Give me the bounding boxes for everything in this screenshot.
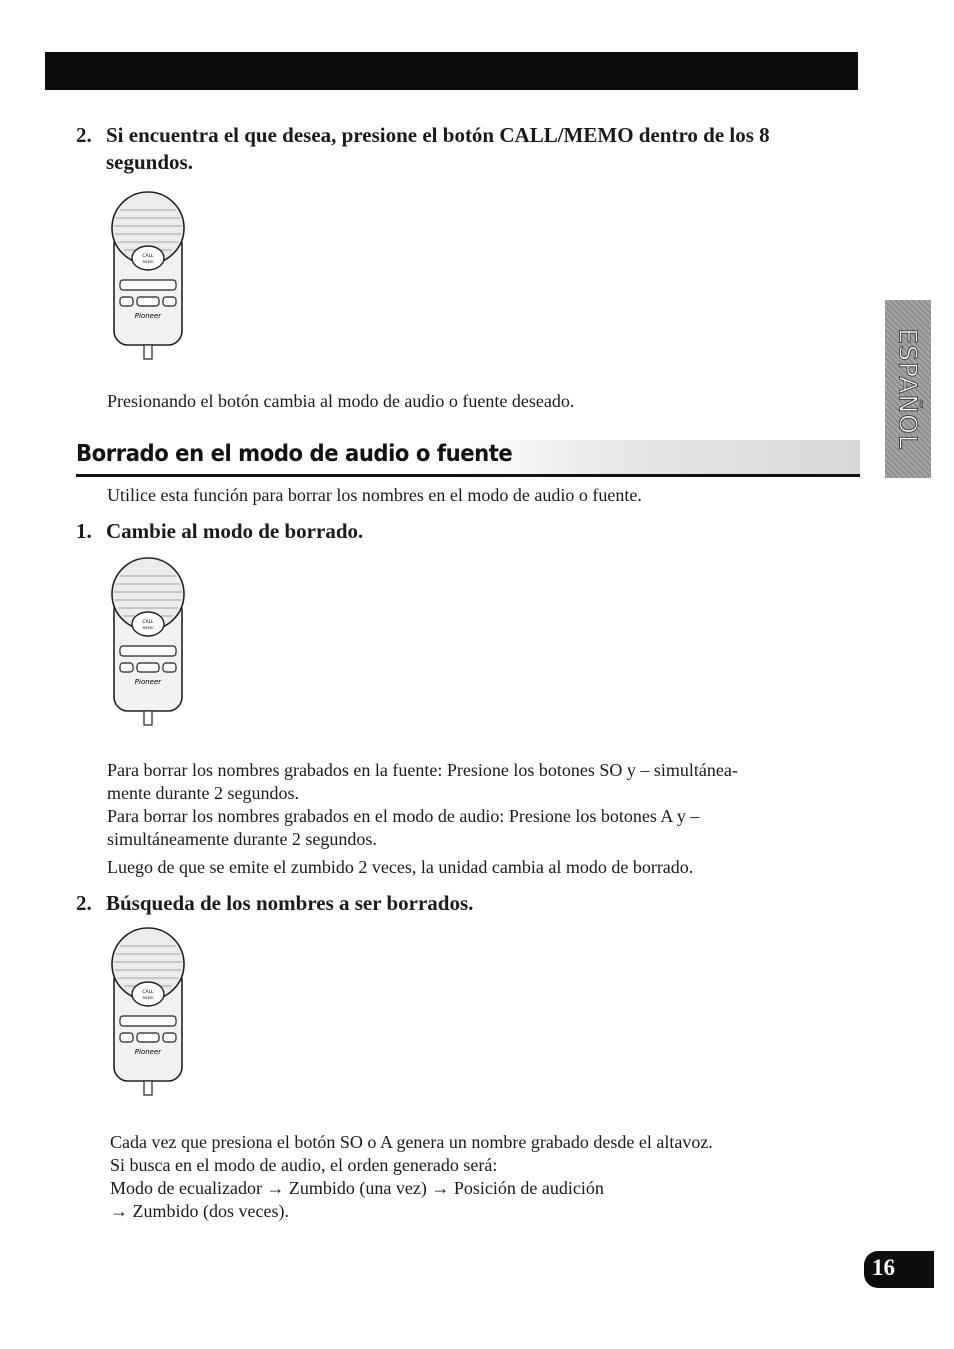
language-tab-label: ESPAÑOL: [893, 328, 923, 450]
call-label: CALL: [142, 620, 154, 625]
step-description: Presionando el botón cambia al modo de audio o fuente deseado.: [107, 391, 575, 411]
brand-logo: Pioneer: [134, 1048, 162, 1056]
text-line: Si busca en el modo de audio, el orden generado será:: [110, 1155, 498, 1175]
step-title-line-2: segundos.: [106, 150, 193, 174]
microphone-illustration: [108, 190, 188, 362]
step-number: 2.: [76, 123, 92, 147]
text-line: Para borrar los nombres grabados en la fuente: Presione los botones SO y – simultánea-: [107, 760, 738, 780]
section-heading-text: Borrado en el modo de audio o fuente: [76, 441, 513, 467]
text-line: Modo de ecualizador → Zumbido (una vez) → Posición de audición: [110, 1178, 604, 1198]
page-number: 16: [872, 1255, 895, 1280]
step-heading: [76, 518, 676, 546]
page-number-badge: [864, 1251, 934, 1288]
step-heading: [76, 890, 676, 918]
text-line: mente durante 2 segundos.: [107, 783, 299, 803]
step-description: [110, 1131, 713, 1223]
text-line: → Zumbido (dos veces).: [110, 1201, 289, 1221]
brand-logo: Pioneer: [134, 678, 162, 686]
section-intro: Utilice esta función para borrar los nombres en el modo de audio o fuente.: [107, 485, 642, 505]
step-number: 1.: [76, 519, 92, 543]
step-number: 2.: [76, 891, 92, 915]
section-heading: [76, 440, 860, 477]
memo-label: MEMO: [142, 626, 154, 630]
step-heading: [76, 122, 836, 178]
step-description: [107, 759, 738, 851]
step-title-line-1: Si encuentra el que desea, presione el botón CALL/MEMO dentro de los 8: [106, 123, 770, 147]
brand-logo: Pioneer: [134, 312, 162, 320]
header-bar: [45, 52, 858, 90]
memo-label: MEMO: [142, 996, 154, 1000]
memo-label: MEMO: [142, 260, 154, 264]
step-title: Búsqueda de los nombres a ser borrados.: [106, 891, 474, 915]
language-tab: [885, 300, 931, 478]
text-line: Para borrar los nombres grabados en el modo de audio: Presione los botones A y –: [107, 806, 700, 826]
call-label: CALL: [142, 254, 154, 259]
microphone-illustration: [108, 926, 188, 1098]
call-label: CALL: [142, 990, 154, 995]
microphone-illustration: [108, 556, 188, 728]
step-note: Luego de que se emite el zumbido 2 veces, la unidad cambia al modo de borrado.: [107, 857, 694, 877]
text-line: simultáneamente durante 2 segundos.: [107, 829, 377, 849]
step-title: Cambie al modo de borrado.: [106, 519, 364, 543]
text-line: Cada vez que presiona el botón SO o A genera un nombre grabado desde el altavoz.: [110, 1132, 713, 1152]
